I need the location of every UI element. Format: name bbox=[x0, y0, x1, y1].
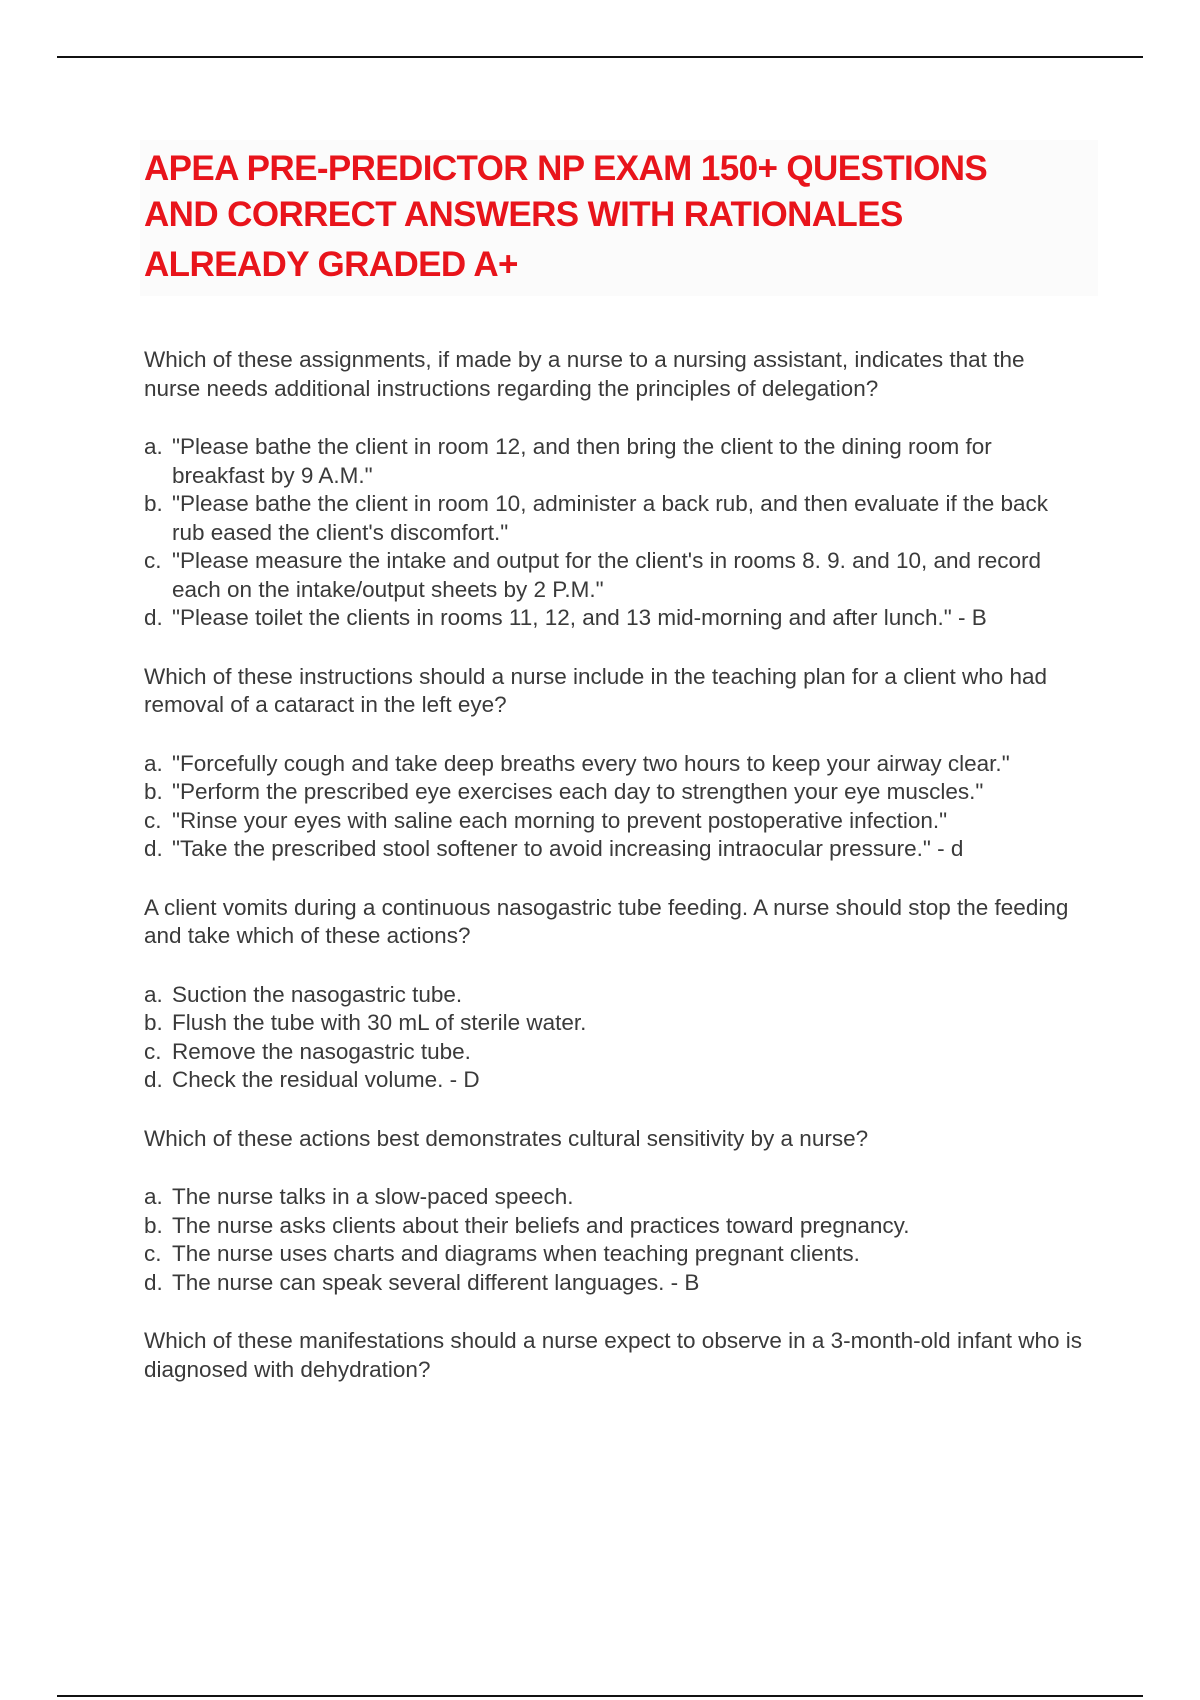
question-text: Which of these actions best demonstrates cultural sensitivity by a nurse? bbox=[144, 1125, 869, 1151]
answer-option bbox=[144, 1269, 1084, 1298]
option-text: Flush the tube with 30 mL of sterile water. bbox=[172, 1010, 587, 1035]
answer-option bbox=[144, 1240, 1084, 1269]
option-letter: d. bbox=[144, 605, 163, 630]
answer-option bbox=[144, 778, 1084, 807]
option-letter: c. bbox=[144, 1038, 162, 1064]
option-letter: b. bbox=[144, 1212, 163, 1238]
question-block bbox=[144, 1327, 1084, 1384]
title-line-1: APEA PRE-PREDICTOR NP EXAM 150+ QUESTIONS bbox=[144, 149, 988, 188]
option-letter: c. bbox=[144, 548, 162, 573]
option-text: "Take the prescribed stool softener to avoid increasing intraocular pressure." - d bbox=[172, 836, 964, 861]
answer-option bbox=[144, 1038, 1084, 1067]
answer-option bbox=[144, 750, 1084, 779]
answer-option bbox=[144, 1212, 1084, 1241]
question-block bbox=[144, 346, 1084, 633]
option-letter: a. bbox=[144, 981, 163, 1007]
question-list bbox=[144, 346, 1084, 1414]
answer-options bbox=[144, 750, 1084, 864]
option-text: Suction the nasogastric tube. bbox=[172, 981, 463, 1007]
title-line-3: ALREADY GRADED A+ bbox=[144, 245, 518, 284]
answer-option bbox=[144, 490, 1084, 547]
document-title bbox=[140, 140, 1098, 296]
option-letter: c. bbox=[144, 807, 162, 833]
option-text: "Please toilet the clients in rooms 11, 12, and 13 mid-morning and after lunch." - B bbox=[172, 605, 987, 630]
question-text: Which of these assignments, if made by a nurse to a nursing assistant, indicates that the nurse needs additional instructions regarding the principles of delegation? bbox=[144, 347, 1025, 401]
question-text: Which of these instructions should a nurse include in the teaching plan for a client who had removal of a cataract in the left eye? bbox=[144, 663, 1048, 717]
question-text: A client vomits during a continuous nasogastric tube feeding. A nurse should stop the feeding and take which of these actions? bbox=[144, 894, 1069, 948]
option-letter: b. bbox=[144, 1010, 163, 1035]
option-text: The nurse asks clients about their beliefs and practices toward pregnancy. bbox=[172, 1212, 910, 1238]
answer-options bbox=[144, 981, 1084, 1095]
answer-option bbox=[144, 1183, 1084, 1212]
answer-option bbox=[144, 433, 1084, 490]
answer-option bbox=[144, 981, 1084, 1010]
answer-options bbox=[144, 1183, 1084, 1297]
option-text: "Rinse your eyes with saline each morning to prevent postoperative infection." bbox=[172, 807, 948, 833]
option-letter: d. bbox=[144, 836, 163, 861]
title-line-2: AND CORRECT ANSWERS WITH RATIONALES bbox=[144, 195, 903, 234]
option-letter: d. bbox=[144, 1269, 163, 1295]
option-letter: a. bbox=[144, 750, 163, 776]
option-text: Check the residual volume. - D bbox=[172, 1067, 480, 1092]
option-letter: a. bbox=[144, 434, 163, 459]
option-text: "Please bathe the client in room 12, and then bring the client to the dining room for breakfast by 9 A.M." bbox=[172, 434, 992, 488]
page-bottom-rule bbox=[57, 1695, 1143, 1697]
option-letter: c. bbox=[144, 1241, 162, 1266]
option-text: "Perform the prescribed eye exercises each day to strengthen your eye muscles." bbox=[172, 779, 984, 804]
option-text: "Please measure the intake and output for the client's in rooms 8. 9. and 10, and record each on the intake/output sheets by 2 P.M." bbox=[172, 548, 1042, 602]
question-block bbox=[144, 1125, 1084, 1298]
option-text: The nurse uses charts and diagrams when teaching pregnant clients. bbox=[172, 1241, 860, 1266]
option-text: The nurse can speak several different languages. - B bbox=[172, 1269, 700, 1295]
option-text: "Forcefully cough and take deep breaths every two hours to keep your airway clear." bbox=[172, 750, 1010, 776]
answer-option bbox=[144, 835, 1084, 864]
option-letter: b. bbox=[144, 491, 163, 516]
answer-option bbox=[144, 1009, 1084, 1038]
option-text: "Please bathe the client in room 10, administer a back rub, and then evaluate if the back rub eased the client's discomfort." bbox=[172, 491, 1049, 545]
answer-option bbox=[144, 604, 1084, 633]
answer-option bbox=[144, 807, 1084, 836]
page-top-rule bbox=[57, 56, 1143, 58]
option-letter: d. bbox=[144, 1067, 163, 1092]
answer-options bbox=[144, 433, 1084, 633]
answer-option bbox=[144, 1066, 1084, 1095]
answer-option bbox=[144, 547, 1084, 604]
question-text: Which of these manifestations should a nurse expect to observe in a 3-month-old infant who is diagnosed with dehydration? bbox=[144, 1328, 1083, 1382]
option-text: Remove the nasogastric tube. bbox=[172, 1038, 471, 1064]
option-letter: b. bbox=[144, 779, 163, 804]
option-text: The nurse talks in a slow-paced speech. bbox=[172, 1184, 574, 1209]
question-block bbox=[144, 894, 1084, 1095]
question-block bbox=[144, 663, 1084, 864]
option-letter: a. bbox=[144, 1184, 163, 1209]
